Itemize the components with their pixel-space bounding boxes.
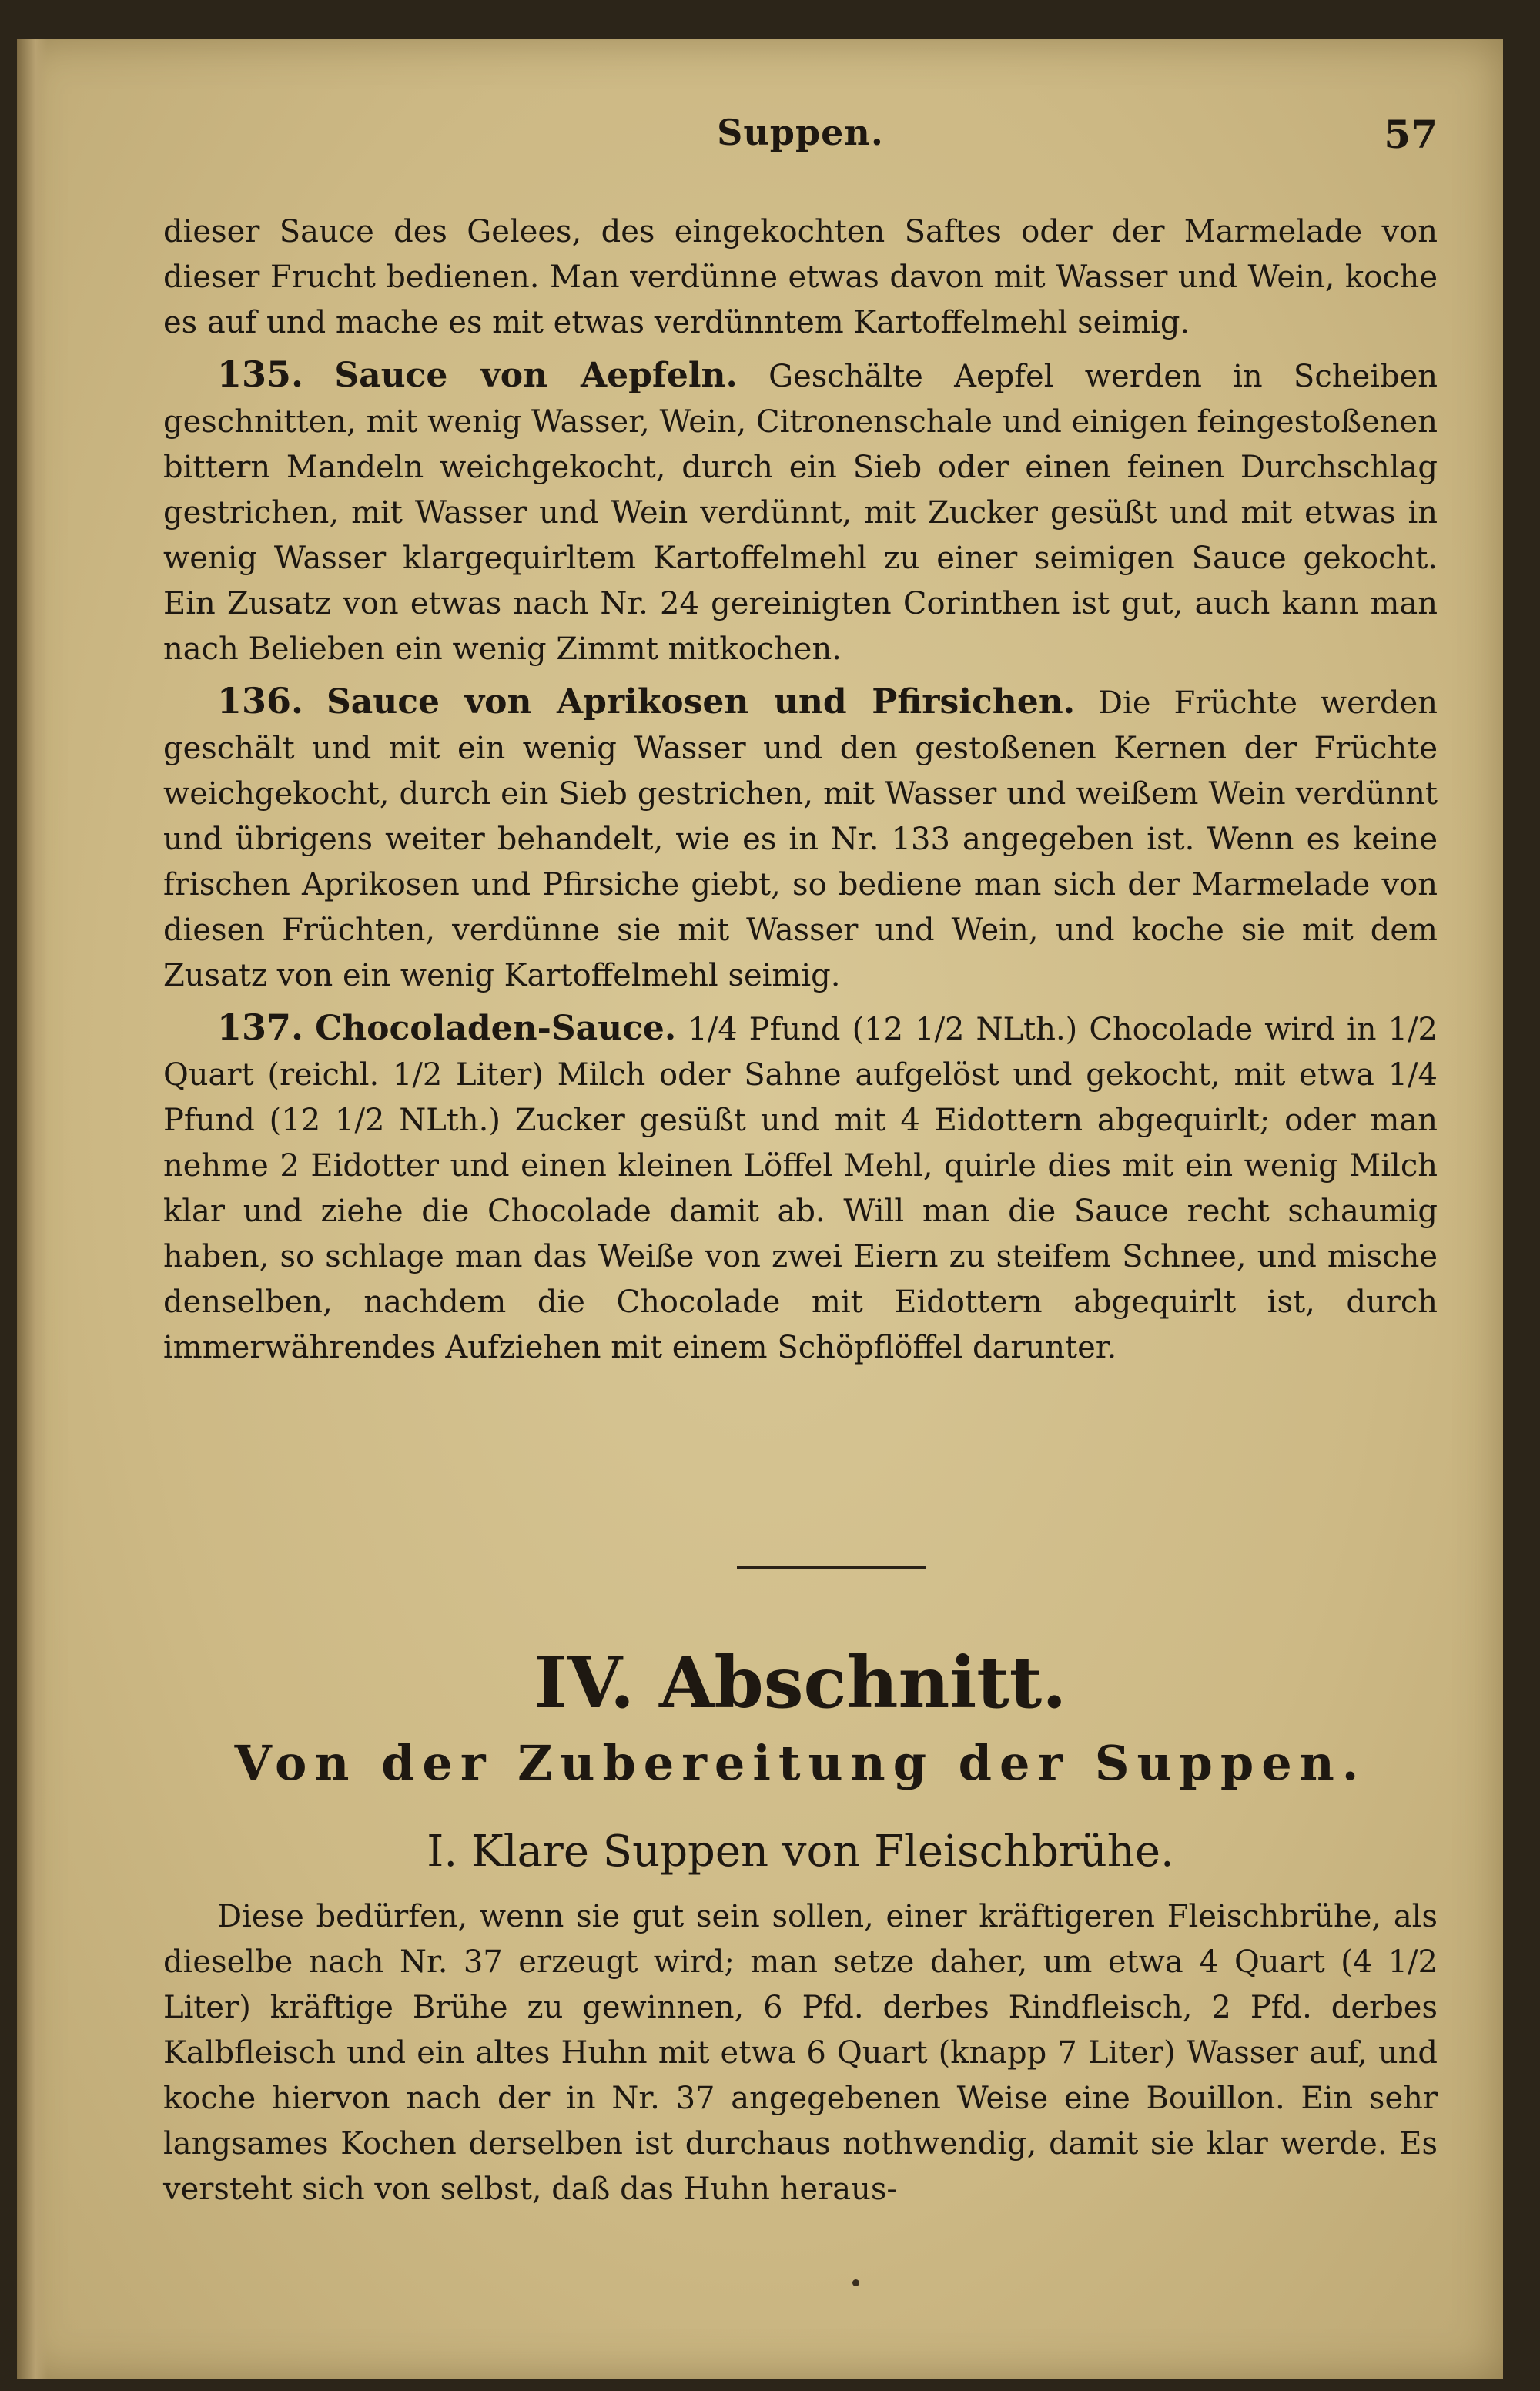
recipe-136 bbox=[163, 678, 1438, 999]
recipe-135 bbox=[163, 352, 1438, 672]
running-head: Suppen. bbox=[717, 112, 884, 153]
recipes-block bbox=[163, 209, 1438, 1371]
page-spine-shadow bbox=[17, 39, 48, 2379]
section-paragraph: Diese bedürfen, wenn sie gut sein sollen, einer kräftigeren Fleischbrühe, als dieselbe nach Nr. 37 erzeugt wird; man setze daher, um etwa 4 Quart (4 1/2 Liter) kräftige Brühe zu gewinnen, 6 Pfd. derbes Rindfleisch, 2 Pfd. derbes Kalbfleisch und ein altes Huhn mit etwa 6 Quart (knapp 7 Liter) Wasser auf, und koche hiervon nach der in Nr. 37 angegebenen Weise eine Bouillon. Ein sehr langsames Kochen derselben ist durchaus nothwendig, damit sie klar werde. Es versteht sich von selbst, daß das Huhn heraus- bbox=[163, 1899, 1438, 2207]
section-title: IV. Abschnitt. bbox=[534, 1641, 1067, 1724]
page-header bbox=[163, 112, 1438, 173]
recipe-title: Chocoladen-Sauce. bbox=[315, 1009, 677, 1048]
section-divider bbox=[737, 1566, 926, 1569]
recipe-number: 137. bbox=[217, 1006, 304, 1048]
recipe-text: Die Früchte werden geschält und mit ein wenig Wasser und den gestoßenen Kernen der Früchte weichgekocht, durch ein Sieb gestrichen, mit Wasser und weißem Wein verdünnt und übrigens weiter behandelt, wie es in Nr. 133 angegeben ist. Wenn es keine frischen Aprikosen und Pfirsiche giebt, so bediene man sich der Marmelade von diesen Früchten, verdünne sie mit Wasser und Wein, und koche sie mit dem Zusatz von ein wenig Kartoffelmehl seimig. bbox=[163, 685, 1438, 993]
recipe-number: 136. bbox=[217, 680, 304, 722]
intro-paragraph: dieser Sauce des Gelees, des eingekochten Saftes oder der Marmelade von dieser Frucht bedienen. Man verdünne etwas davon mit Wasser und Wein, koche es auf und mache es mit etwas verdünntem Kartoffelmehl seimig. bbox=[163, 214, 1438, 340]
book-page bbox=[17, 39, 1503, 2379]
page-number: 57 bbox=[1384, 112, 1438, 157]
recipe-title: Sauce von Aprikosen und Pfirsichen. bbox=[326, 682, 1076, 722]
recipe-text: Geschälte Aepfel werden in Scheiben geschnitten, mit wenig Wasser, Wein, Citronenschale und einigen feingestoßenen bittern Mandeln weichgekocht, durch ein Sieb oder einen feinen Durchschlag gestrichen, mit Wasser und Wein verdünnt, mit Zucker gesüßt und mit etwas in wenig Wasser klargequirltem Kartoffelmehl zu einer seimigen Sauce gekocht. Ein Zusatz von etwas nach Nr. 24 gereinigten Corinthen ist gut, auch kann man nach Belieben ein wenig Zimmt mitkochen. bbox=[163, 359, 1438, 667]
recipe-number: 135. bbox=[217, 353, 304, 395]
section-body bbox=[163, 1894, 1438, 2212]
recipe-137 bbox=[163, 1005, 1438, 1371]
ink-dot bbox=[852, 2279, 859, 2286]
recipe-title: Sauce von Aepfeln. bbox=[334, 356, 738, 395]
recipe-text: 1/4 Pfund (12 1/2 NLth.) Chocolade wird in 1/2 Quart (reichl. 1/2 Liter) Milch oder Sahne aufgelöst und gekocht, mit etwa 1/4 Pfund (12 1/2 NLth.) Zucker gesüßt und mit 4 Eidottern abgequirlt; oder man nehme 2 Eidotter und einen kleinen Löffel Mehl, quirle dies mit ein wenig Milch klar und ziehe die Chocolade damit ab. Will man die Sauce recht schaumig haben, so schlage man das Weiße von zwei Eiern zu steifem Schnee, und mische denselben, nachdem die Chocolade mit Eidottern abgequirlt ist, durch immerwährendes Aufziehen mit einem Schöpflöffel darunter. bbox=[163, 1012, 1438, 1365]
chapter-title: Von der Zubereitung der Suppen. bbox=[234, 1735, 1367, 1791]
subsection-title: I. Klare Suppen von Fleischbrühe. bbox=[427, 1827, 1174, 1877]
